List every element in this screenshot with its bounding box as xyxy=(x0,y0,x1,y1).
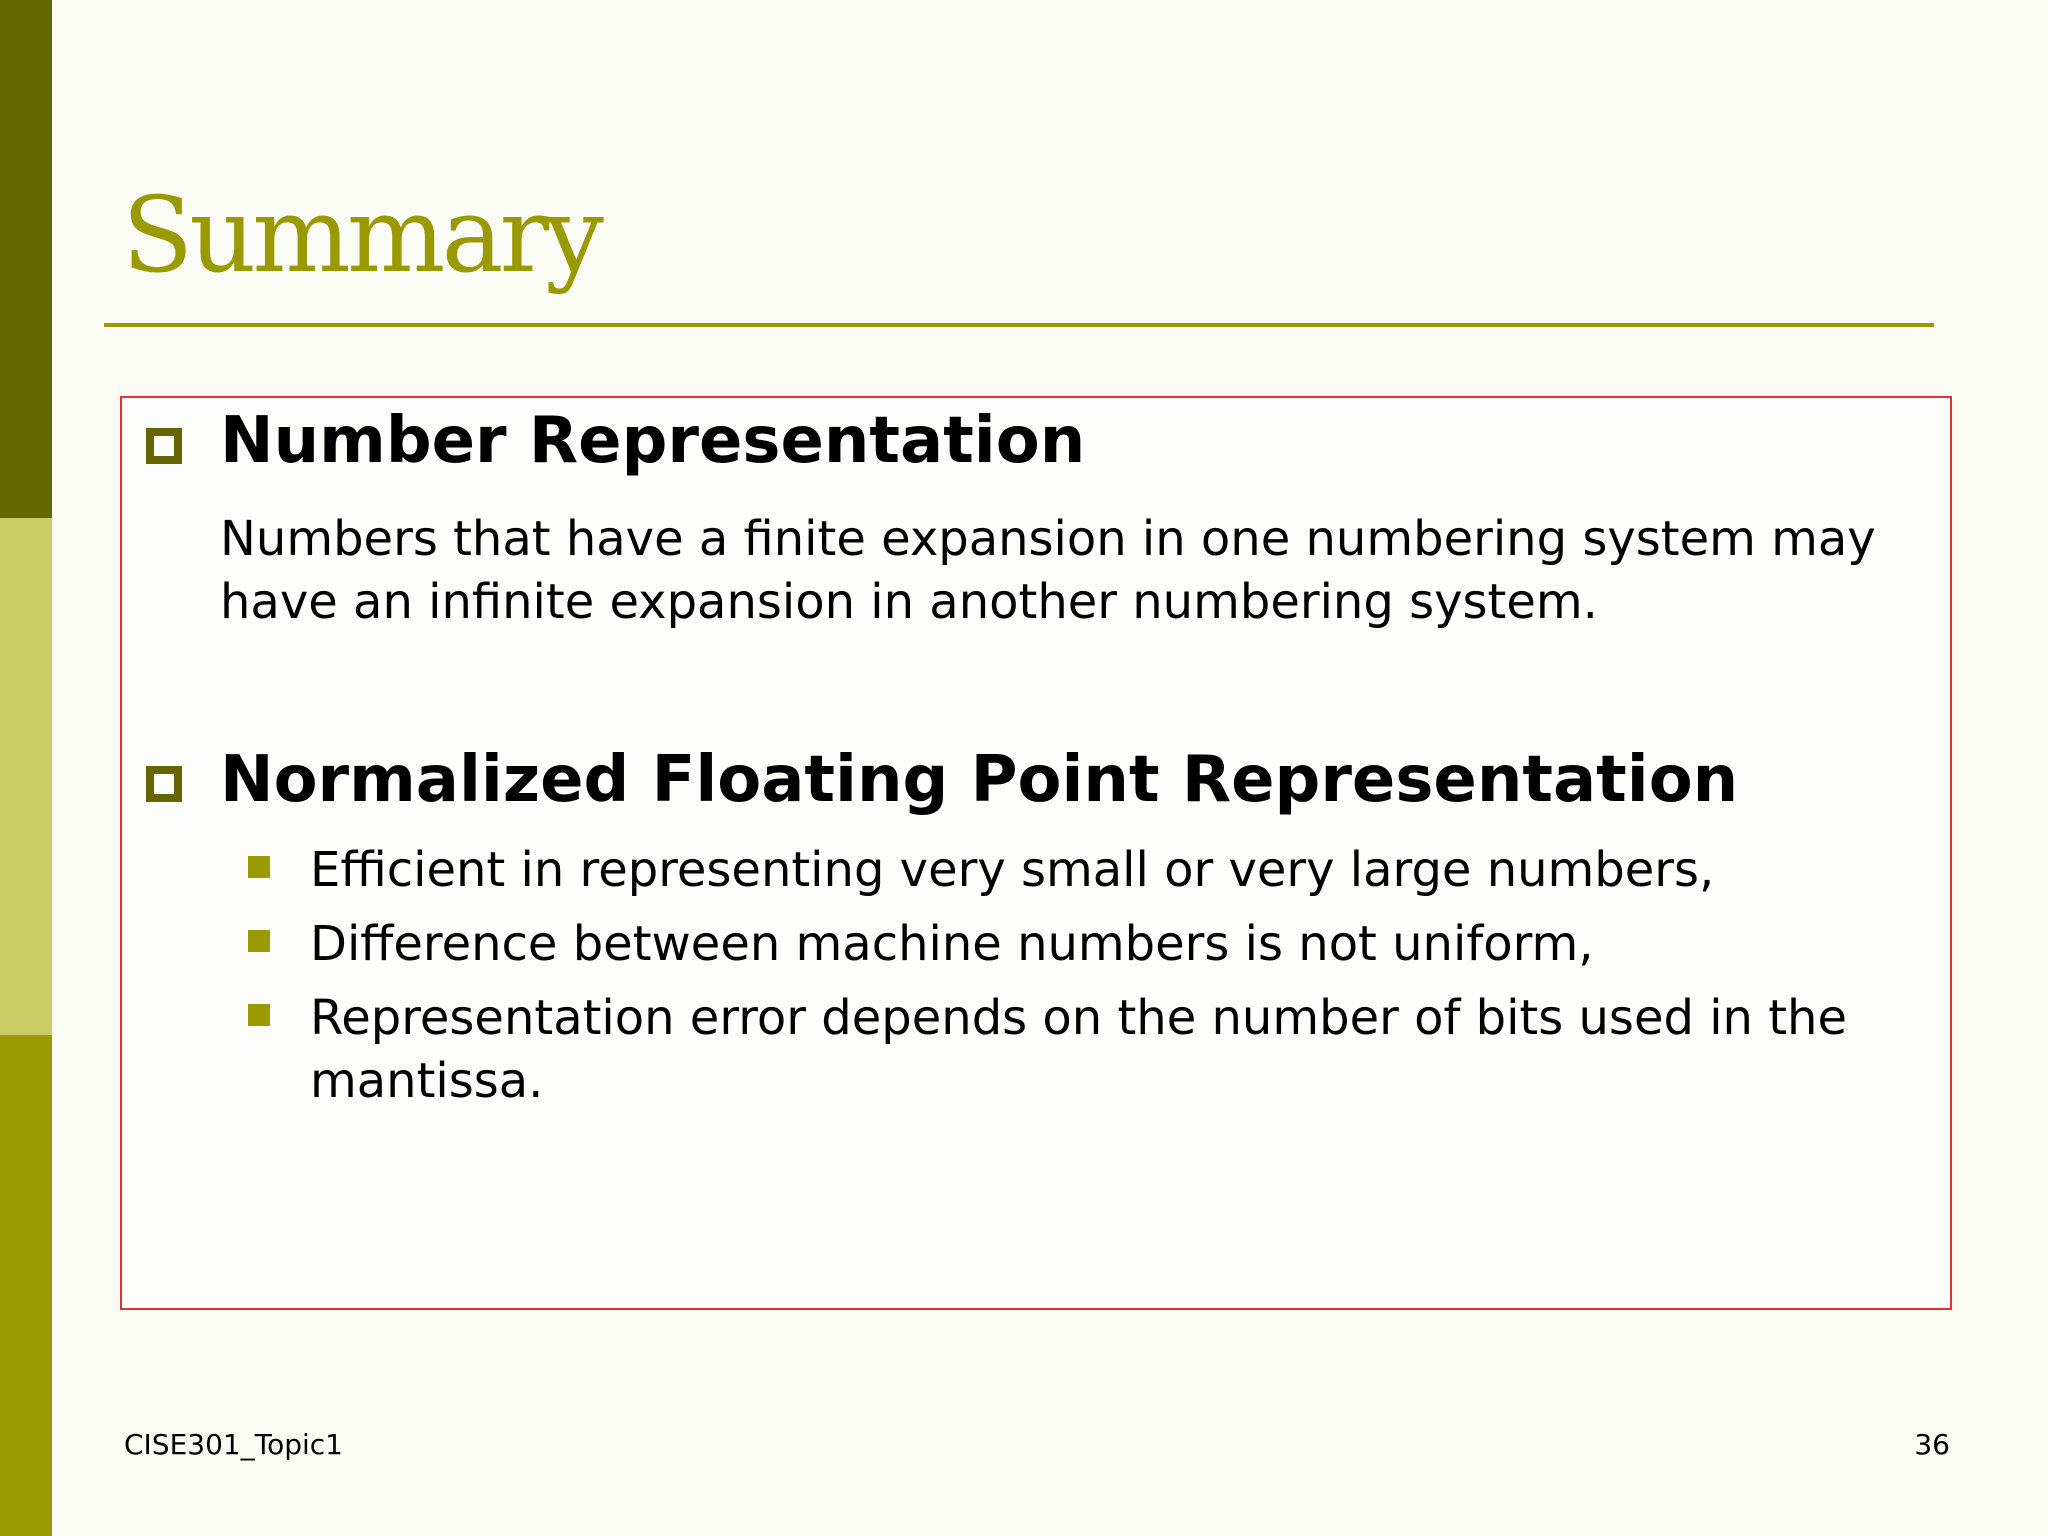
square-bullet-icon xyxy=(248,1004,270,1026)
side-bar-top xyxy=(0,0,52,518)
hollow-square-bullet-icon xyxy=(146,766,182,802)
list-item-text: Efficient in representing very small or very large numbers, xyxy=(310,842,1715,898)
side-bar-middle xyxy=(0,518,52,1035)
list-item-text: Difference between machine numbers is not uniform, xyxy=(310,916,1594,972)
square-bullet-icon xyxy=(248,930,270,952)
side-bar-bottom xyxy=(0,1035,52,1536)
list-item-text: Representation error depends on the number of bits used in the mantissa. xyxy=(310,990,1847,1109)
slide-title: Summary xyxy=(122,174,600,296)
footer-course-label: CISE301_Topic1 xyxy=(124,1428,343,1461)
section-heading-normalized-floating-point: Normalized Floating Point Representation xyxy=(220,743,1739,817)
content-box xyxy=(120,396,1952,1310)
hollow-square-bullet-icon xyxy=(146,428,182,464)
section-body-number-representation: Numbers that have a finite expansion in one numbering system may have an infinite expansion in another numbering system. xyxy=(220,511,1876,630)
footer-page-number: 36 xyxy=(1914,1428,1950,1461)
square-bullet-icon xyxy=(248,856,270,878)
title-underline xyxy=(104,323,1934,327)
section-heading-number-representation: Number Representation xyxy=(220,404,1086,478)
